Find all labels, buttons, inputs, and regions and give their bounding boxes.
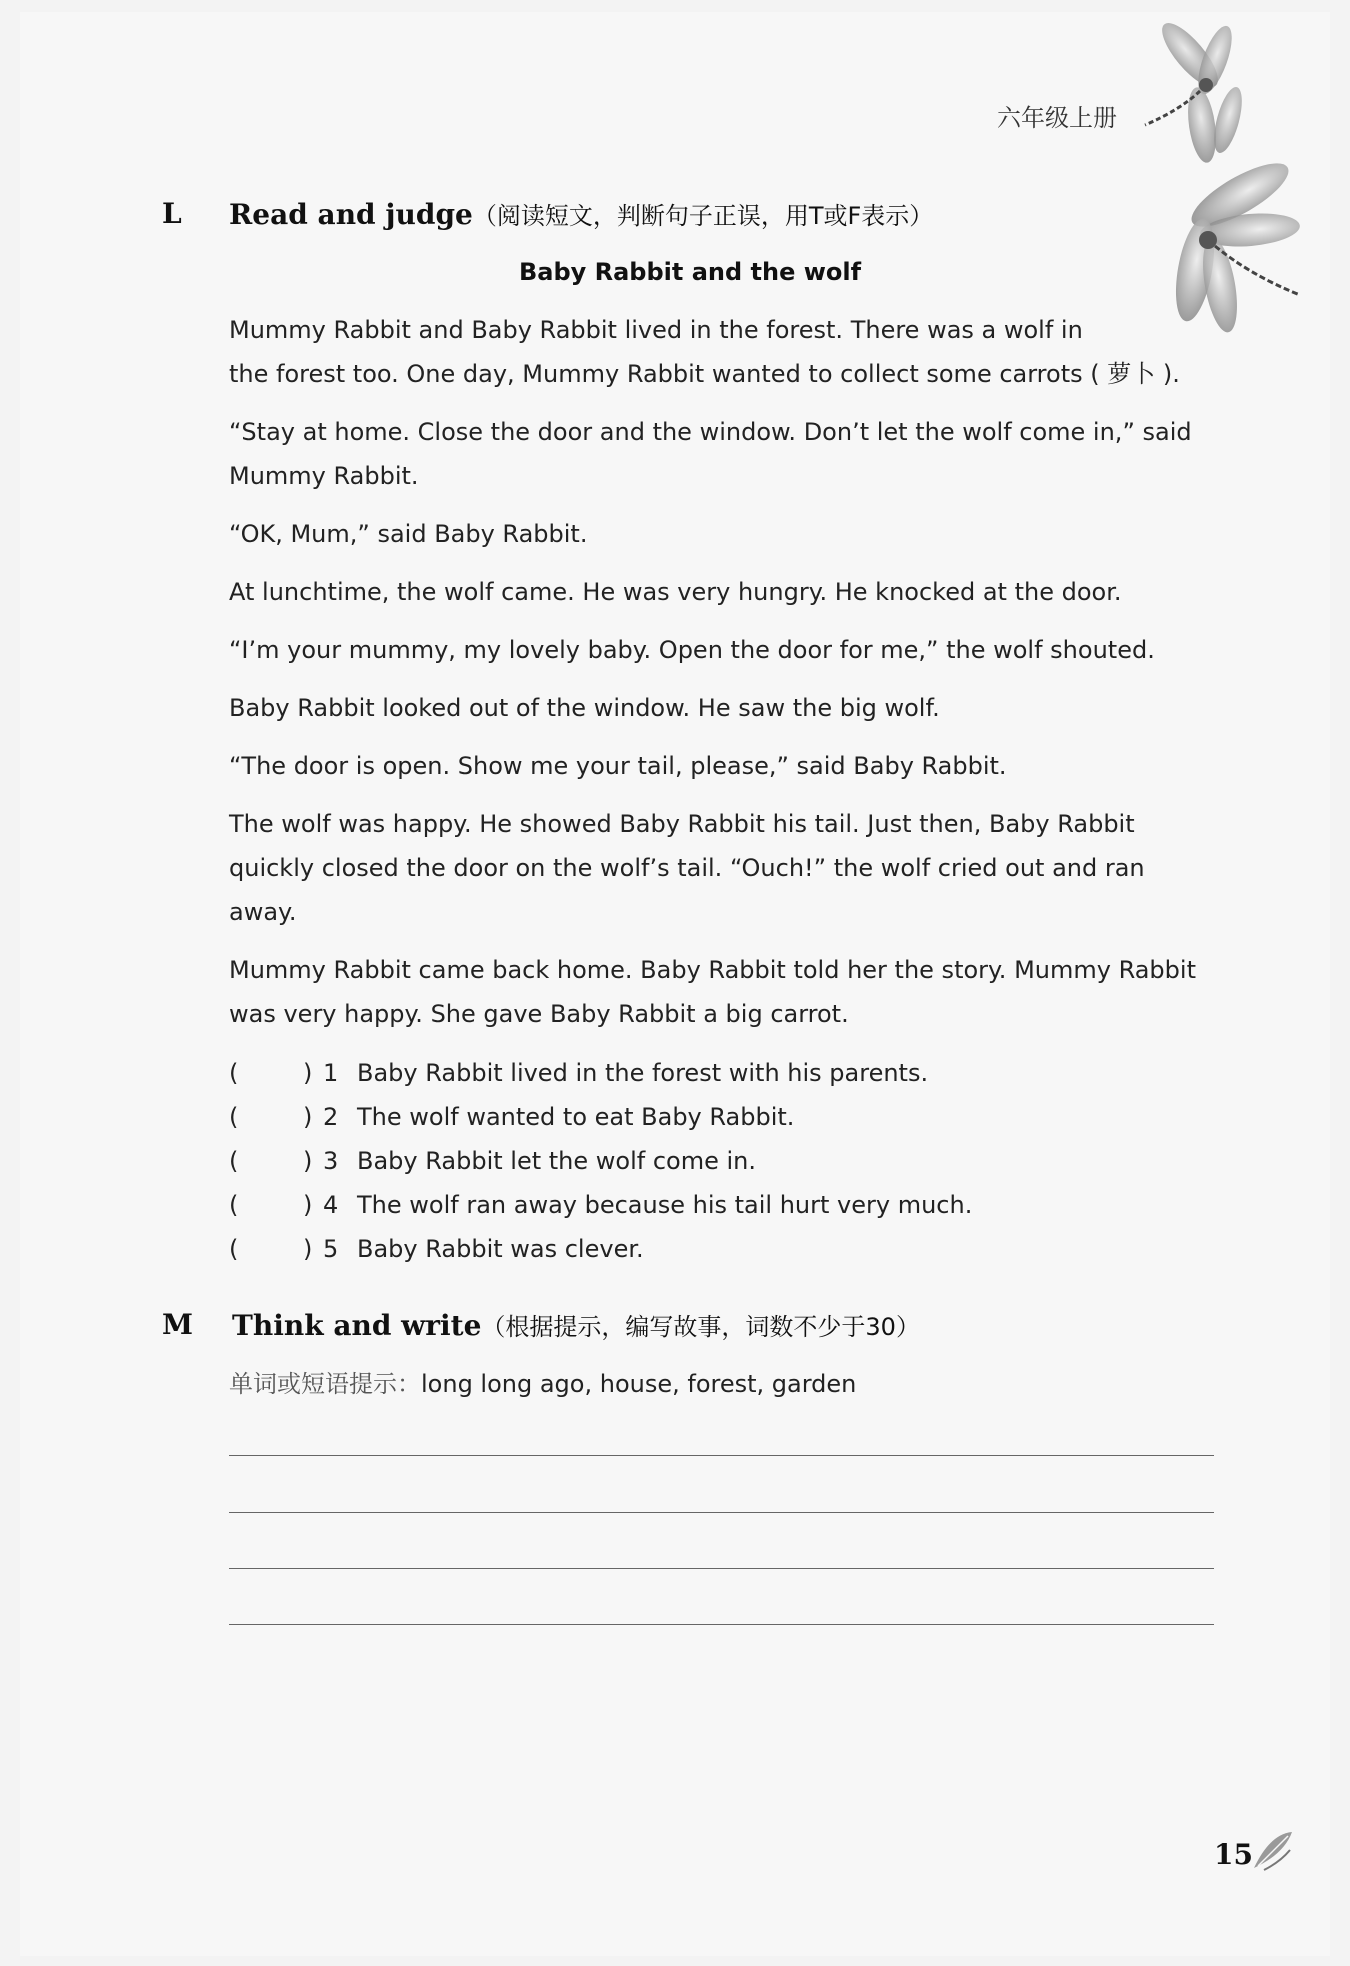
question-number: 4 [323, 1191, 339, 1219]
answer-bracket-open: ( [229, 1235, 239, 1263]
answer-bracket-open: ( [229, 1147, 239, 1175]
answer-line[interactable] [229, 1568, 1214, 1569]
question-number: 1 [323, 1059, 339, 1087]
story-paragraph [229, 802, 1219, 934]
judge-questions [229, 1051, 1129, 1271]
question-item [229, 1183, 1129, 1227]
story-paragraph [229, 744, 1219, 788]
answer-line[interactable] [229, 1512, 1214, 1513]
leaf-icon [1250, 1828, 1296, 1874]
answer-bracket-open: ( [229, 1191, 239, 1219]
question-item [229, 1139, 1129, 1183]
story-paragraph [229, 410, 1219, 498]
story-paragraph [229, 308, 1219, 396]
section-heading: Read and judge [229, 198, 473, 231]
story-paragraph [229, 686, 1219, 730]
story-line: Mummy Rabbit and Baby Rabbit lived in the forest. There was a wolf in [229, 316, 1083, 344]
question-item [229, 1227, 1129, 1271]
story-line: The wolf was happy. He showed Baby Rabbit his tail. Just then, Baby Rabbit [229, 810, 1135, 838]
story-line: At lunchtime, the wolf came. He was very hungry. He knocked at the door. [229, 578, 1122, 606]
section-heading: Think and write [232, 1309, 482, 1342]
story-line: the forest too. One day, Mummy Rabbit wanted to collect some carrots ( 萝卜 ). [229, 360, 1180, 388]
answer-bracket-close: ) [303, 1235, 313, 1263]
word-hint [229, 1364, 856, 1399]
story-line: was very happy. She gave Baby Rabbit a big carrot. [229, 1000, 849, 1028]
story-line: Mummy Rabbit. [229, 462, 419, 490]
section-instruction: （根据提示，编写故事，词数不少于30） [481, 1313, 920, 1341]
story-paragraph [229, 628, 1219, 672]
story-paragraph [229, 512, 1219, 556]
story-line: “Stay at home. Close the door and the window. Don’t let the wolf come in,” said [229, 418, 1192, 446]
story-paragraph [229, 948, 1219, 1036]
answer-line[interactable] [229, 1624, 1214, 1625]
section-title-m [232, 1307, 920, 1342]
story-line: Mummy Rabbit came back home. Baby Rabbit told her the story. Mummy Rabbit [229, 956, 1196, 984]
answer-bracket-open: ( [229, 1103, 239, 1131]
page-number: 15 [1214, 1838, 1253, 1871]
answer-bracket-close: ) [303, 1059, 313, 1087]
question-text: Baby Rabbit let the wolf come in. [357, 1147, 756, 1175]
story-text [229, 308, 1219, 1050]
answer-bracket-open: ( [229, 1059, 239, 1087]
story-line: “I’m your mummy, my lovely baby. Open the door for me,” the wolf shouted. [229, 636, 1155, 664]
question-item [229, 1051, 1129, 1095]
section-instruction: （阅读短文，判断句子正误，用T或F表示） [472, 202, 934, 230]
story-paragraph [229, 570, 1219, 614]
question-number: 2 [323, 1103, 339, 1131]
answer-line[interactable] [229, 1455, 1214, 1456]
question-text: The wolf ran away because his tail hurt very much. [357, 1191, 973, 1219]
hint-words: long long ago, house, forest, garden [421, 1370, 857, 1398]
answer-bracket-close: ) [303, 1103, 313, 1131]
answer-bracket-close: ) [303, 1147, 313, 1175]
question-number: 3 [323, 1147, 339, 1175]
story-line: away. [229, 898, 297, 926]
dragonfly-icon [1120, 15, 1270, 165]
section-letter-l: L [162, 197, 182, 230]
story-line: “The door is open. Show me your tail, please,” said Baby Rabbit. [229, 752, 1007, 780]
story-line: quickly closed the door on the wolf’s tail. “Ouch!” the wolf cried out and ran [229, 854, 1145, 882]
question-item [229, 1095, 1129, 1139]
answer-bracket-close: ) [303, 1191, 313, 1219]
question-text: Baby Rabbit lived in the forest with his parents. [357, 1059, 929, 1087]
story-line: “OK, Mum,” said Baby Rabbit. [229, 520, 588, 548]
section-letter-m: M [162, 1308, 193, 1341]
section-title-l [229, 196, 933, 231]
hint-label: 单词或短语提示： [229, 1370, 421, 1398]
grade-label: 六年级上册 [997, 104, 1117, 132]
story-line: Baby Rabbit looked out of the window. He saw the big wolf. [229, 694, 940, 722]
question-text: Baby Rabbit was clever. [357, 1235, 644, 1263]
question-number: 5 [323, 1235, 339, 1263]
question-text: The wolf wanted to eat Baby Rabbit. [357, 1103, 795, 1131]
story-title: Baby Rabbit and the wolf [518, 258, 862, 286]
